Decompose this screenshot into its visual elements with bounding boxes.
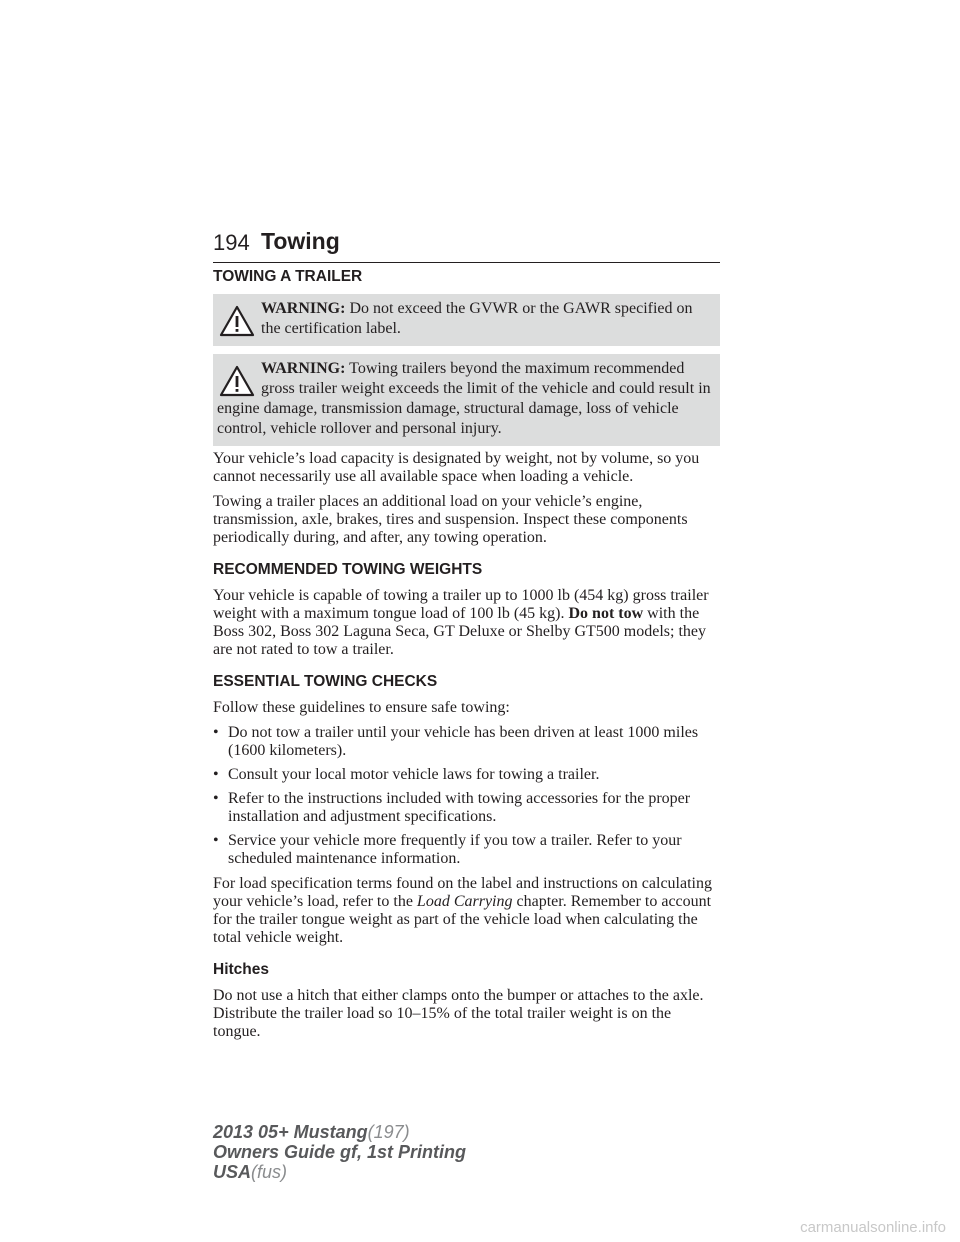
- page-content: [213, 268, 720, 1048]
- footer-line-1: [213, 1122, 466, 1142]
- load-carrying-reference: Load Carrying: [416, 893, 513, 910]
- heading-recommended-towing-weights: RECOMMENDED TOWING WEIGHTS: [213, 561, 483, 578]
- paragraph-load-specification: [213, 875, 720, 947]
- warning-body: Towing trailers beyond the maximum recommended gross trailer weight exceeds the limit of the vehicle and could result in engine damage, transmission damage, structural damage, loss of vehicle control, vehicle rollover and personal injury.: [217, 360, 711, 437]
- paragraph-hitches: Do not use a hitch that either clamps onto the bumper or attaches to the axle. Distribute the trailer load so 10–15% of the total trailer weight is on the tongue.: [213, 987, 704, 1040]
- footer-region: USA: [213, 1162, 252, 1182]
- page-footer: [213, 1122, 466, 1182]
- footer-line-3: [213, 1162, 466, 1182]
- list-item-text: Service your vehicle more frequently if you tow a trailer. Refer to your scheduled maintenance information.: [228, 832, 682, 867]
- paragraph-additional-load: Towing a trailer places an additional load on your vehicle’s engine, transmission, axle, brakes, tires and suspension. Inspect these components periodically during, and after, any towing operation.: [213, 493, 688, 546]
- watermark: carmanualsonline.info: [800, 1219, 946, 1236]
- warning-box-1: [213, 294, 720, 346]
- page-header: [213, 226, 720, 263]
- paragraph-towing-capacity: [213, 587, 720, 659]
- towing-capacity-models: with the Boss 302, Boss 302 Laguna Seca, GT Deluxe or Shelby GT500 models; they are not rated to tow a trailer.: [213, 605, 706, 658]
- warning-box-2: [213, 354, 720, 446]
- bullet-icon: •: [213, 724, 219, 741]
- load-spec-text: For load specification terms found on the label and instructions on calculating your vehicle’s load, refer to the: [213, 875, 712, 910]
- warning-text-2: [217, 359, 712, 439]
- paragraph-guidelines-intro: Follow these guidelines to ensure safe towing:: [213, 699, 510, 716]
- heading-hitches: Hitches: [213, 961, 269, 978]
- bullet-icon: •: [213, 790, 219, 807]
- section-title: Towing: [261, 228, 340, 254]
- list-item-text: Do not tow a trailer until your vehicle has been driven at least 1000 miles (1600 kilometers).: [228, 724, 699, 759]
- list-item-text: Consult your local motor vehicle laws for towing a trailer.: [228, 766, 600, 783]
- load-spec-text-end: chapter. Remember to account for the trailer tongue weight as part of the vehicle load when calculating the total vehicle weight.: [213, 893, 712, 946]
- warning-label: WARNING:: [261, 300, 346, 317]
- heading-essential-towing-checks: ESSENTIAL TOWING CHECKS: [213, 673, 438, 690]
- list-item: [213, 724, 720, 760]
- warning-text-1: [217, 299, 712, 339]
- warning-label: WARNING:: [261, 360, 346, 377]
- list-item: [213, 790, 720, 826]
- list-item: [213, 832, 720, 868]
- page-number: 194: [213, 230, 250, 255]
- footer-model: 2013 05+ Mustang: [213, 1122, 368, 1142]
- list-item: [213, 766, 720, 784]
- warning-body: Do not exceed the GVWR or the GAWR specified on the certification label.: [261, 300, 693, 337]
- list-item-text: Refer to the instructions included with towing accessories for the proper installation and adjustment specifications.: [228, 790, 691, 825]
- footer-guide: Owners Guide gf, 1st Printing: [213, 1142, 467, 1162]
- warning-triangle-icon: [219, 305, 255, 337]
- warning-triangle-icon: [219, 365, 255, 397]
- bullet-icon: •: [213, 766, 219, 783]
- footer-line-2: [213, 1142, 466, 1162]
- paragraph-load-capacity: Your vehicle’s load capacity is designated by weight, not by volume, so you cannot necessarily use all available space when loading a vehicle.: [213, 450, 700, 485]
- footer-page-ref: (197): [367, 1122, 410, 1142]
- do-not-tow-emphasis: Do not tow: [568, 605, 644, 622]
- heading-towing-a-trailer: TOWING A TRAILER: [213, 268, 363, 285]
- bullet-icon: •: [213, 832, 219, 849]
- towing-checks-list: [213, 724, 720, 868]
- towing-capacity-text: Your vehicle is capable of towing a trailer up to 1000 lb (454 kg) gross trailer weight with a maximum tongue load of 100 lb (45 kg).: [213, 587, 709, 622]
- footer-region-code: (fus): [251, 1162, 288, 1182]
